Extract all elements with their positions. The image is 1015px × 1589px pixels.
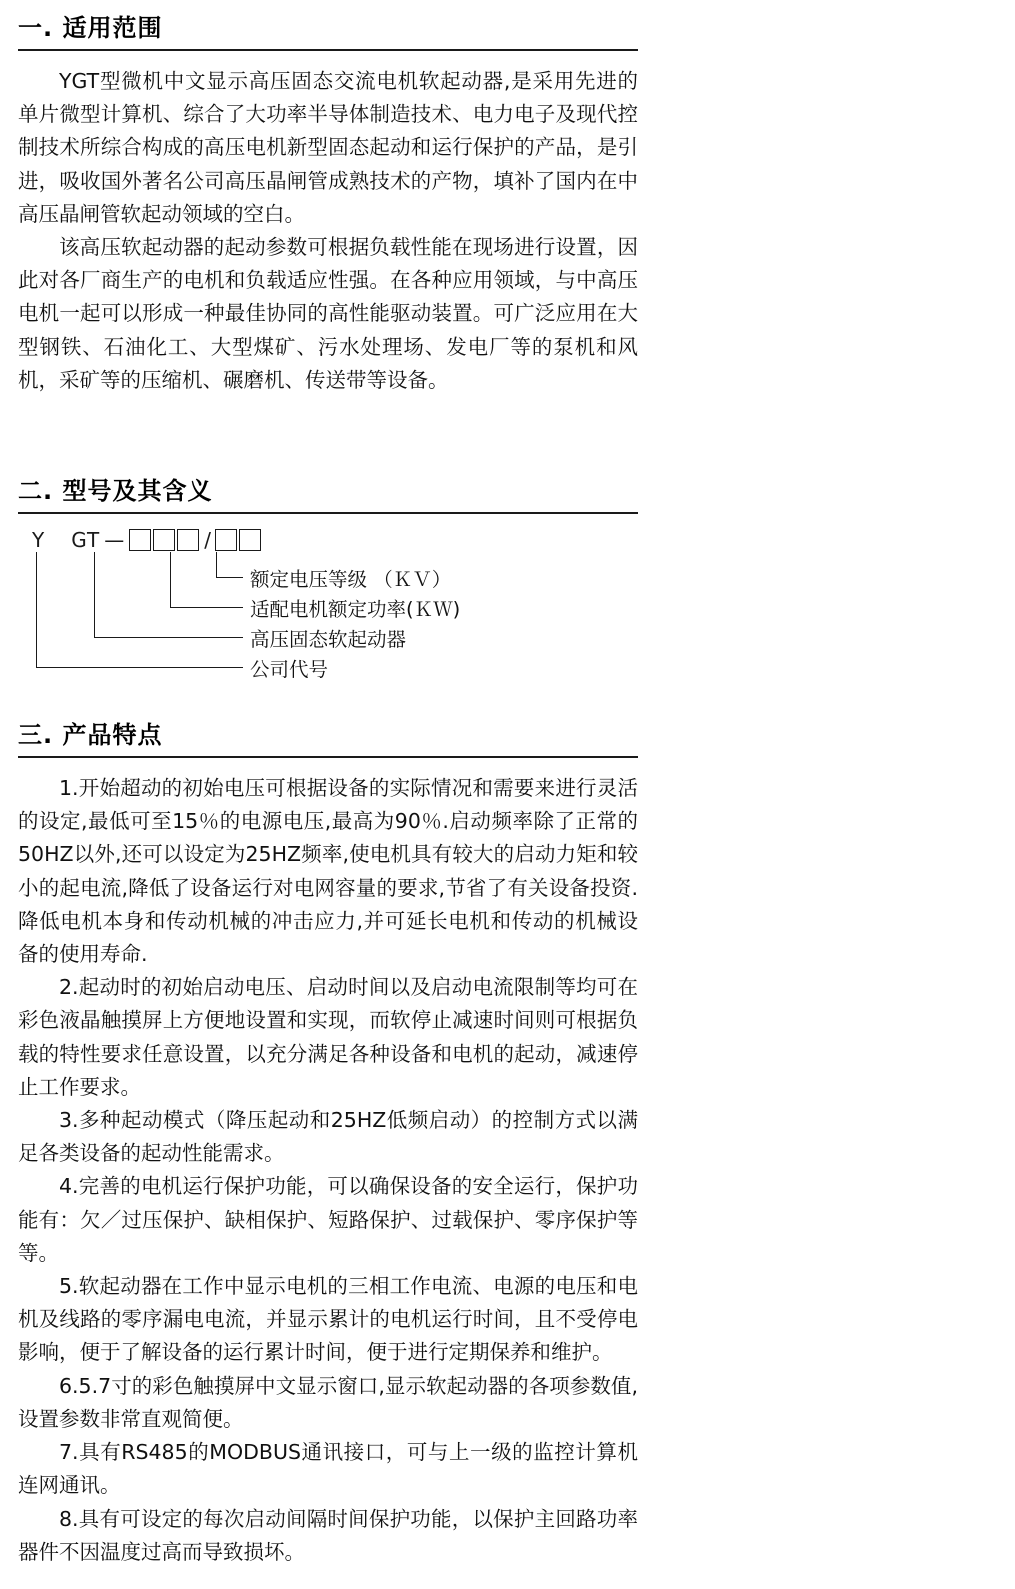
dash-separator: — — [104, 528, 126, 553]
section-gap-2 — [18, 689, 1005, 715]
scope-body — [18, 65, 638, 397]
voltage-box — [239, 529, 261, 551]
list-item: 6.5.7寸的彩色触摸屏中文显示窗口,显示软起动器的各项参数值,设置参数非常直观简便。 — [18, 1373, 638, 1431]
section-heading-scope: 一. 适用范围 — [18, 14, 163, 42]
label-voltage-rating: 额定电压等级 （ＫＶ） — [250, 568, 452, 592]
label-product-type: 高压固态软起动器 — [250, 628, 407, 652]
heading-rule — [18, 512, 638, 514]
scope-paragraph-1: YGT型微机中文显示高压固态交流电机软起动器,是采用先进的单片微型计算机、综合了大功率半导体制造技术、电力电子及现代控制技术所综合构成的高压电机新型固态起动和运行保护的产品，是引进，吸收国外著名公司高压晶闸管成熟技术的产物，填补了国内在中高压晶闸管软起动领域的空白。 — [18, 69, 638, 226]
voltage-box — [215, 529, 237, 551]
heading-rule — [18, 49, 638, 51]
model-code-diagram — [18, 528, 638, 683]
section-gap-1 — [18, 397, 1005, 471]
list-item: 3.多种起动模式（降压起动和25HZ低频启动）的控制方式以满足各类设备的起动性能需求。 — [18, 1108, 638, 1166]
leader-line-company — [36, 552, 243, 668]
list-item: 1.开始超动的初始电压可根据设备的实际情况和需要来进行灵活的设定,最低可至15％的电源电压,最高为90％.启动频率除了正常的50HZ以外,还可以设定为25HZ频率,使电机具有较大的启动力矩和较小的起电流,降低了设备运行对电网容量的要求,节省了有关设备投资.降低电机本身和传动机械的冲击应力,并可延长电机和传动的机械设备的使用寿命. — [18, 776, 638, 967]
section-model-code — [18, 471, 1005, 683]
model-code-string — [32, 528, 263, 552]
slash-separator: / — [204, 528, 212, 553]
voltage-boxes — [215, 529, 263, 551]
power-boxes — [129, 529, 201, 551]
company-code-letter: Y — [32, 528, 46, 553]
list-item: 4.完善的电机运行保护功能，可以确保设备的安全运行，保护功能有：欠／过压保护、缺相保护、短路保护、过载保护、零序保护等等。 — [18, 1174, 638, 1265]
feature-list — [18, 772, 638, 1569]
label-company-code: 公司代号 — [250, 658, 329, 682]
product-code-letters: GT — [71, 528, 101, 553]
section-features — [18, 715, 1005, 1569]
label-motor-power: 适配电机额定功率(ＫＷ) — [250, 598, 461, 622]
list-item: 5.软起动器在工作中显示电机的三相工作电流、电源的电压和电机及线路的零序漏电电流，并显示累计的电机运行时间，且不受停电影响，便于了解设备的运行累计时间，便于进行定期保养和维护。 — [18, 1274, 638, 1365]
section-heading-model-code: 二. 型号及其含义 — [18, 477, 213, 506]
list-item: 7.具有RS485的MODBUS通讯接口，可与上一级的监控计算机连网通讯。 — [18, 1440, 638, 1498]
section-scope — [18, 8, 1005, 397]
list-item: 8.具有可设定的每次启动间隔时间保护功能，以保护主回路功率器件不因温度过高而导致损坏。 — [18, 1506, 638, 1564]
power-box — [177, 529, 199, 551]
list-item: 2.起动时的初始启动电压、启动时间以及启动电流限制等均可在彩色液晶触摸屏上方便地设置和实现，而软停止减速时间则可根据负载的特性要求任意设置，以充分满足各种设备和电机的起动，减速停止工作要求。 — [18, 975, 638, 1099]
heading-rule — [18, 756, 638, 758]
power-box — [129, 529, 151, 551]
power-box — [153, 529, 175, 551]
section-heading-features: 三. 产品特点 — [18, 721, 163, 750]
scope-paragraph-2: 该高压软起动器的起动参数可根据负载性能在现场进行设置，因此对各厂商生产的电机和负载适应性强。在各种应用领域，与中高压电机一起可以形成一种最佳协同的高性能驱动装置。可广泛应用在大型钢铁、石油化工、大型煤矿、污水处理场、发电厂等的泵机和风机，采矿等的压缩机、碾磨机、传送带等设备。 — [18, 235, 638, 392]
